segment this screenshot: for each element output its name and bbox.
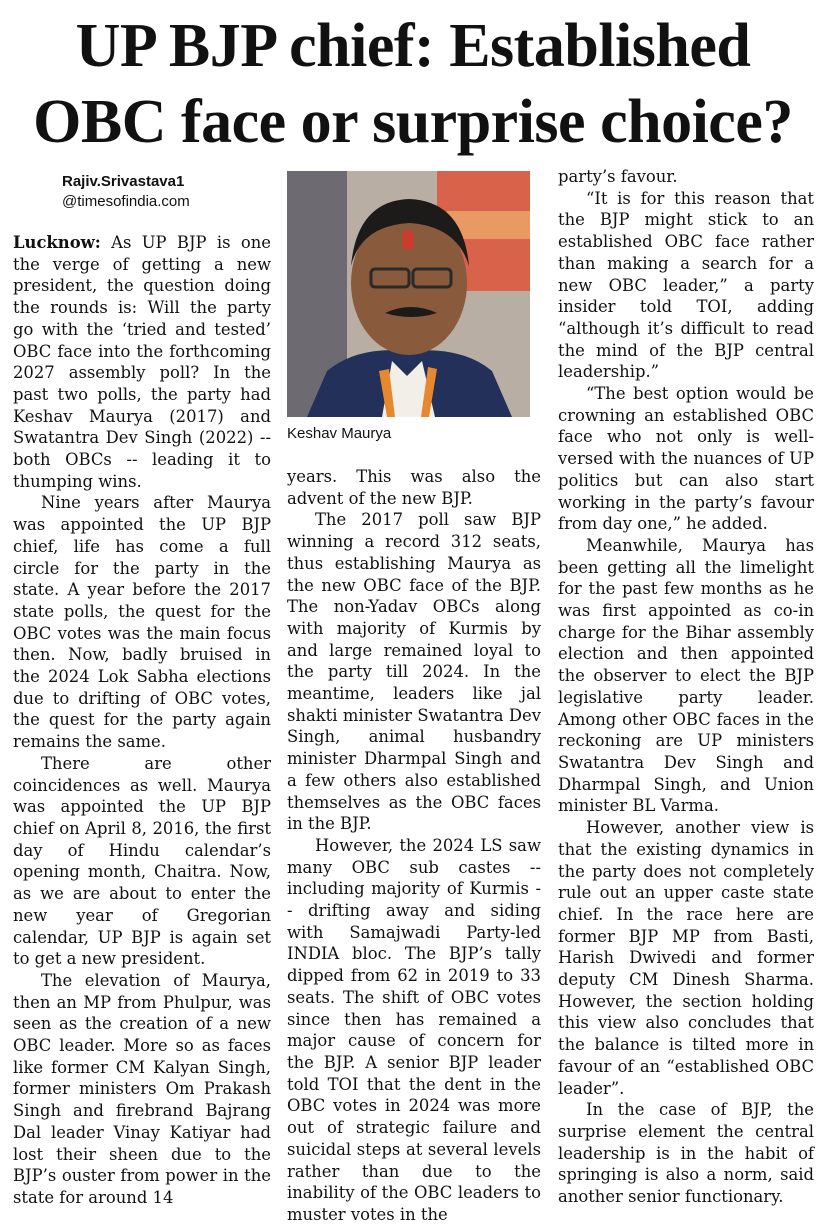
paragraph: In the case of BJP, the surprise element the central leadership is in the habit of springing is also a norm, said another senior functionary. (558, 1100, 814, 1207)
paragraph: “It is for this reason that the BJP might stick to an established OBC face rather than making a search for a new OBC leader,” a party insider told TOI, adding “although it’s difficult to read the mind of the BJP central leadership.” (558, 188, 814, 382)
author-name: Rajiv.Srivastava1 (62, 173, 185, 190)
headline (0, 8, 826, 160)
paragraph: Meanwhile, Maurya has been getting all the limelight for the past few months as he was first appointed as co-in charge for the Bihar assembly election and then appointed the observer to elect the BJP legislative party leader. Among other OBC faces in the reckoning are UP ministers Swatantra Dev Singh and Dharmpal Singh, and Union minister BL Varma. (558, 535, 814, 816)
paragraph: However, the 2024 LS saw many OBC sub castes -- including majority of Kurmis -- drifting away and siding with Samajwadi Party-led INDIA bloc. The BJP’s tally dipped from 62 in 2019 to 33 seats. The shift of OBC votes since then has remained a major cause of concern for the BJP. A senior BJP leader told TOI that the dent in the OBC votes in 2024 was more out of strategic failure and suicidal steps at several levels rather than due to the inability of the OBC leaders to muster votes in the (287, 835, 541, 1224)
article-column-3 (558, 166, 814, 1208)
paragraph: The elevation of Maurya, then an MP from Phulpur, was seen as the creation of a new OBC leader. More so as faces like former CM Kalyan Singh, former ministers Om Prakash Singh and firebrand Bajrang Dal leader Vinay Katiyar had lost their sheen due to the BJP’s ouster from power in the state for around 14 (13, 970, 271, 1207)
article-column-2 (287, 466, 541, 1226)
paragraph: However, another view is that the existing dynamics in the party does not completely rule out an upper caste state chief. In the race here are former BJP MP from Basti, Harish Dwivedi and former deputy CM Dinesh Sharma. However, the section holding this view also concludes that the balance is tilted more in favour of an “established OBC leader”. (558, 818, 814, 1098)
paragraph: Lucknow: As UP BJP is one the verge of getting a new president, the question doing the rounds is: Will the party go with the ‘tried and tested’ OBC face into the forthcoming 2027 assembly poll? In the past two polls, the party had Keshav Maurya (2017) and Swatantra Dev Singh (2022) -- both OBCs -- leading it to thumping wins. (13, 233, 271, 491)
author-handle: @timesofindia.com (62, 193, 190, 210)
photo-caption: Keshav Maurya (287, 425, 392, 442)
paragraph: The 2017 poll saw BJP winning a record 312 seats, thus establishing Maurya as the new OBC face of the BJP. The non-Yadav OBCs along with majority of Kurmis by and large remained loyal to the party till 2024. In the meantime, leaders like jal shakti minister Swatantra Dev Singh, animal husbandry minister Dharmpal Singh and a few others also established themselves as the OBC faces in the BJP. (287, 510, 541, 834)
paragraph: years. This was also the advent of the new BJP. (287, 467, 541, 508)
dateline: Lucknow: (13, 233, 101, 252)
paragraph: “The best option would be crowning an established OBC face who not only is well-versed with the nuances of UP politics but can also start working in the party’s favour from day one,” he added. (558, 384, 814, 534)
headline-line-1: UP BJP chief: Established (75, 12, 751, 80)
paragraph: party’s favour. (558, 167, 678, 186)
byline (62, 172, 262, 212)
article-column-1 (13, 232, 271, 1209)
headline-line-2: OBC face or surprise choice? (33, 88, 793, 156)
portrait-photo (287, 171, 530, 417)
paragraph: Nine years after Maurya was appointed the UP BJP chief, life has come a full circle for the party in the state. A year before the 2017 state polls, the quest for the OBC votes was the main focus then. Now, badly bruised in the 2024 Lok Sabha elections due to drifting of OBC votes, the quest for the party again remains the same. (13, 493, 271, 752)
paragraph: There are other coincidences as well. Maurya was appointed the UP BJP chief on April 8, 2016, the first day of Hindu calendar’s opening month, Chaitra. Now, as we are about to enter the new year of Gregorian calendar, UP BJP is again set to get a new president. (13, 753, 271, 969)
